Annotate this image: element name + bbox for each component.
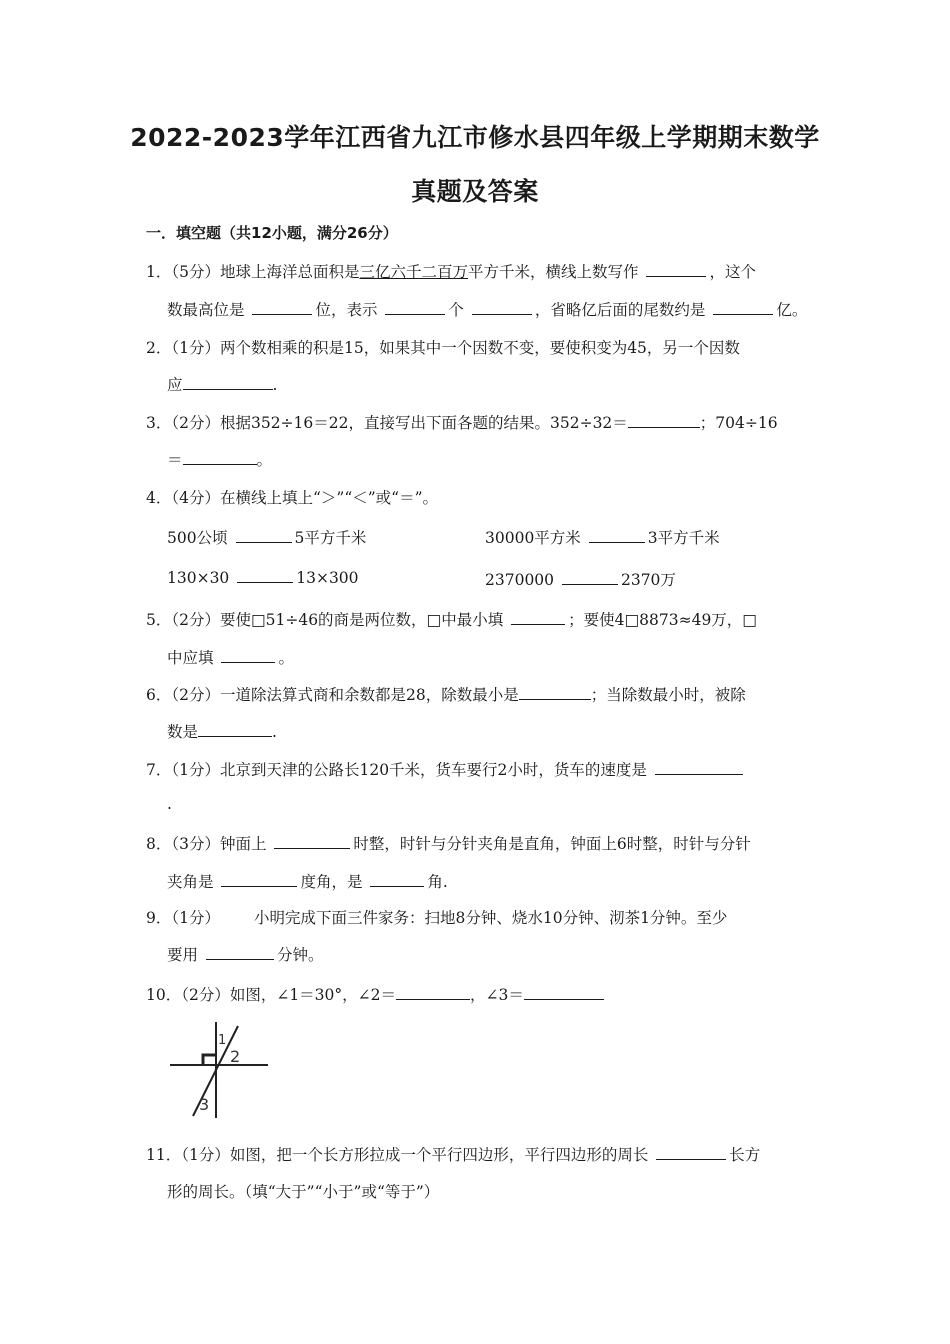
angle-figure <box>166 1020 270 1120</box>
answer-blank[interactable] <box>562 570 618 585</box>
answer-blank[interactable] <box>385 300 445 315</box>
question-8-line2: 夹角是 度角，是 角. <box>167 873 448 891</box>
answer-blank[interactable] <box>221 648 275 663</box>
answer-blank[interactable] <box>370 872 424 887</box>
page-title-line2: 真题及答案 <box>411 177 539 206</box>
answer-blank[interactable] <box>183 450 257 465</box>
answer-blank[interactable] <box>519 685 591 700</box>
question-4-line1: 4．（4分）在横线上填上“＞”“＜”或“＝”。 <box>146 489 439 507</box>
answer-blank[interactable] <box>472 300 532 315</box>
answer-blank[interactable] <box>183 375 273 390</box>
question-8-line1: 8．（3分）钟面上 时整，时针与分针夹角是直角，钟面上6时整，时针与分针 <box>146 835 751 853</box>
question-1-line1: 1．（5分）地球上海洋总面积是三亿六千二百万平方千米，横线上数写作 ，这个 <box>146 263 756 281</box>
answer-blank[interactable] <box>396 985 470 1000</box>
question-6-line1: 6．（2分）一道除法算式商和余数都是28，除数最小是 ；当除数最小时，被除 <box>146 686 746 704</box>
answer-blank[interactable] <box>655 760 743 775</box>
answer-blank[interactable] <box>206 945 274 960</box>
question-11-line1: 11．（1分）如图，把一个长方形拉成一个平行四边形，平行四边形的周长 长方 <box>146 1146 761 1164</box>
question-9-line1: 9．（1分） 小明完成下面三件家务：扫地8分钟、烧水10分钟、沏茶1分钟。至少 <box>146 909 728 927</box>
question-2-line2: 应 . <box>167 376 278 394</box>
answer-blank[interactable] <box>236 528 292 543</box>
answer-blank[interactable] <box>524 985 604 1000</box>
question-4-row2-right: 2370000 2370万 <box>485 571 676 589</box>
answer-blank[interactable] <box>237 568 293 583</box>
answer-blank[interactable] <box>713 300 773 315</box>
question-4-row2-left: 130×30 13×300 <box>167 569 359 587</box>
angle-label-2: 2 <box>230 1047 241 1066</box>
answer-blank[interactable] <box>628 413 700 428</box>
answer-blank[interactable] <box>656 1145 726 1160</box>
question-11-line2: 形的周长。（填“大于”“小于”或“等于”） <box>167 1183 440 1201</box>
question-10-line1: 10．（2分）如图，∠1＝30°，∠2＝ ，∠3＝ <box>146 983 604 1005</box>
angle-label-3: 3 <box>199 1095 210 1114</box>
underlined-number: 三亿六千二百万 <box>359 263 468 281</box>
answer-blank[interactable] <box>646 262 706 277</box>
question-7-line2: . <box>167 795 172 813</box>
answer-blank[interactable] <box>511 610 565 625</box>
question-3-line1: 3．（2分）根据352÷16＝22，直接写出下面各题的结果。352÷32＝ ；704÷16 <box>146 414 778 432</box>
question-1-line2: 数最高位是 位，表示 个 ，省略亿后面的尾数约是 亿。 <box>167 301 808 319</box>
answer-blank[interactable] <box>252 300 312 315</box>
question-5-line2: 中应填 。 <box>167 649 294 667</box>
section-heading: 一．填空题（共12小题，满分26分） <box>146 224 398 242</box>
question-5-line1: 5．（2分）要使□51÷46的商是两位数，□中最小填 ；要使4□8873≈49万，□ <box>146 611 757 629</box>
question-2-line1: 2．（1分）两个数相乘的积是15，如果其中一个因数不变，要使积变为45，另一个因数 <box>146 339 740 357</box>
question-3-line2: ＝ 。 <box>167 451 273 469</box>
right-angle-mark <box>203 1055 216 1065</box>
answer-blank[interactable] <box>589 528 645 543</box>
question-6-line2: 数是 . <box>167 723 277 741</box>
answer-blank[interactable] <box>198 722 272 737</box>
question-9-line2: 要用 分钟。 <box>167 946 324 964</box>
question-7-line1: 7．（1分）北京到天津的公路长120千米，货车要行2小时，货车的速度是 <box>146 758 746 780</box>
page-title-line1: 2022-2023学年江西省九江市修水县四年级上学期期末数学 <box>130 123 820 152</box>
angle-label-1: 1 <box>218 1033 227 1048</box>
question-4-row1-right: 30000平方米 3平方千米 <box>485 529 720 547</box>
answer-blank[interactable] <box>274 834 350 849</box>
answer-blank[interactable] <box>221 872 297 887</box>
question-4-row1-left: 500公顷 5平方千米 <box>167 529 367 547</box>
